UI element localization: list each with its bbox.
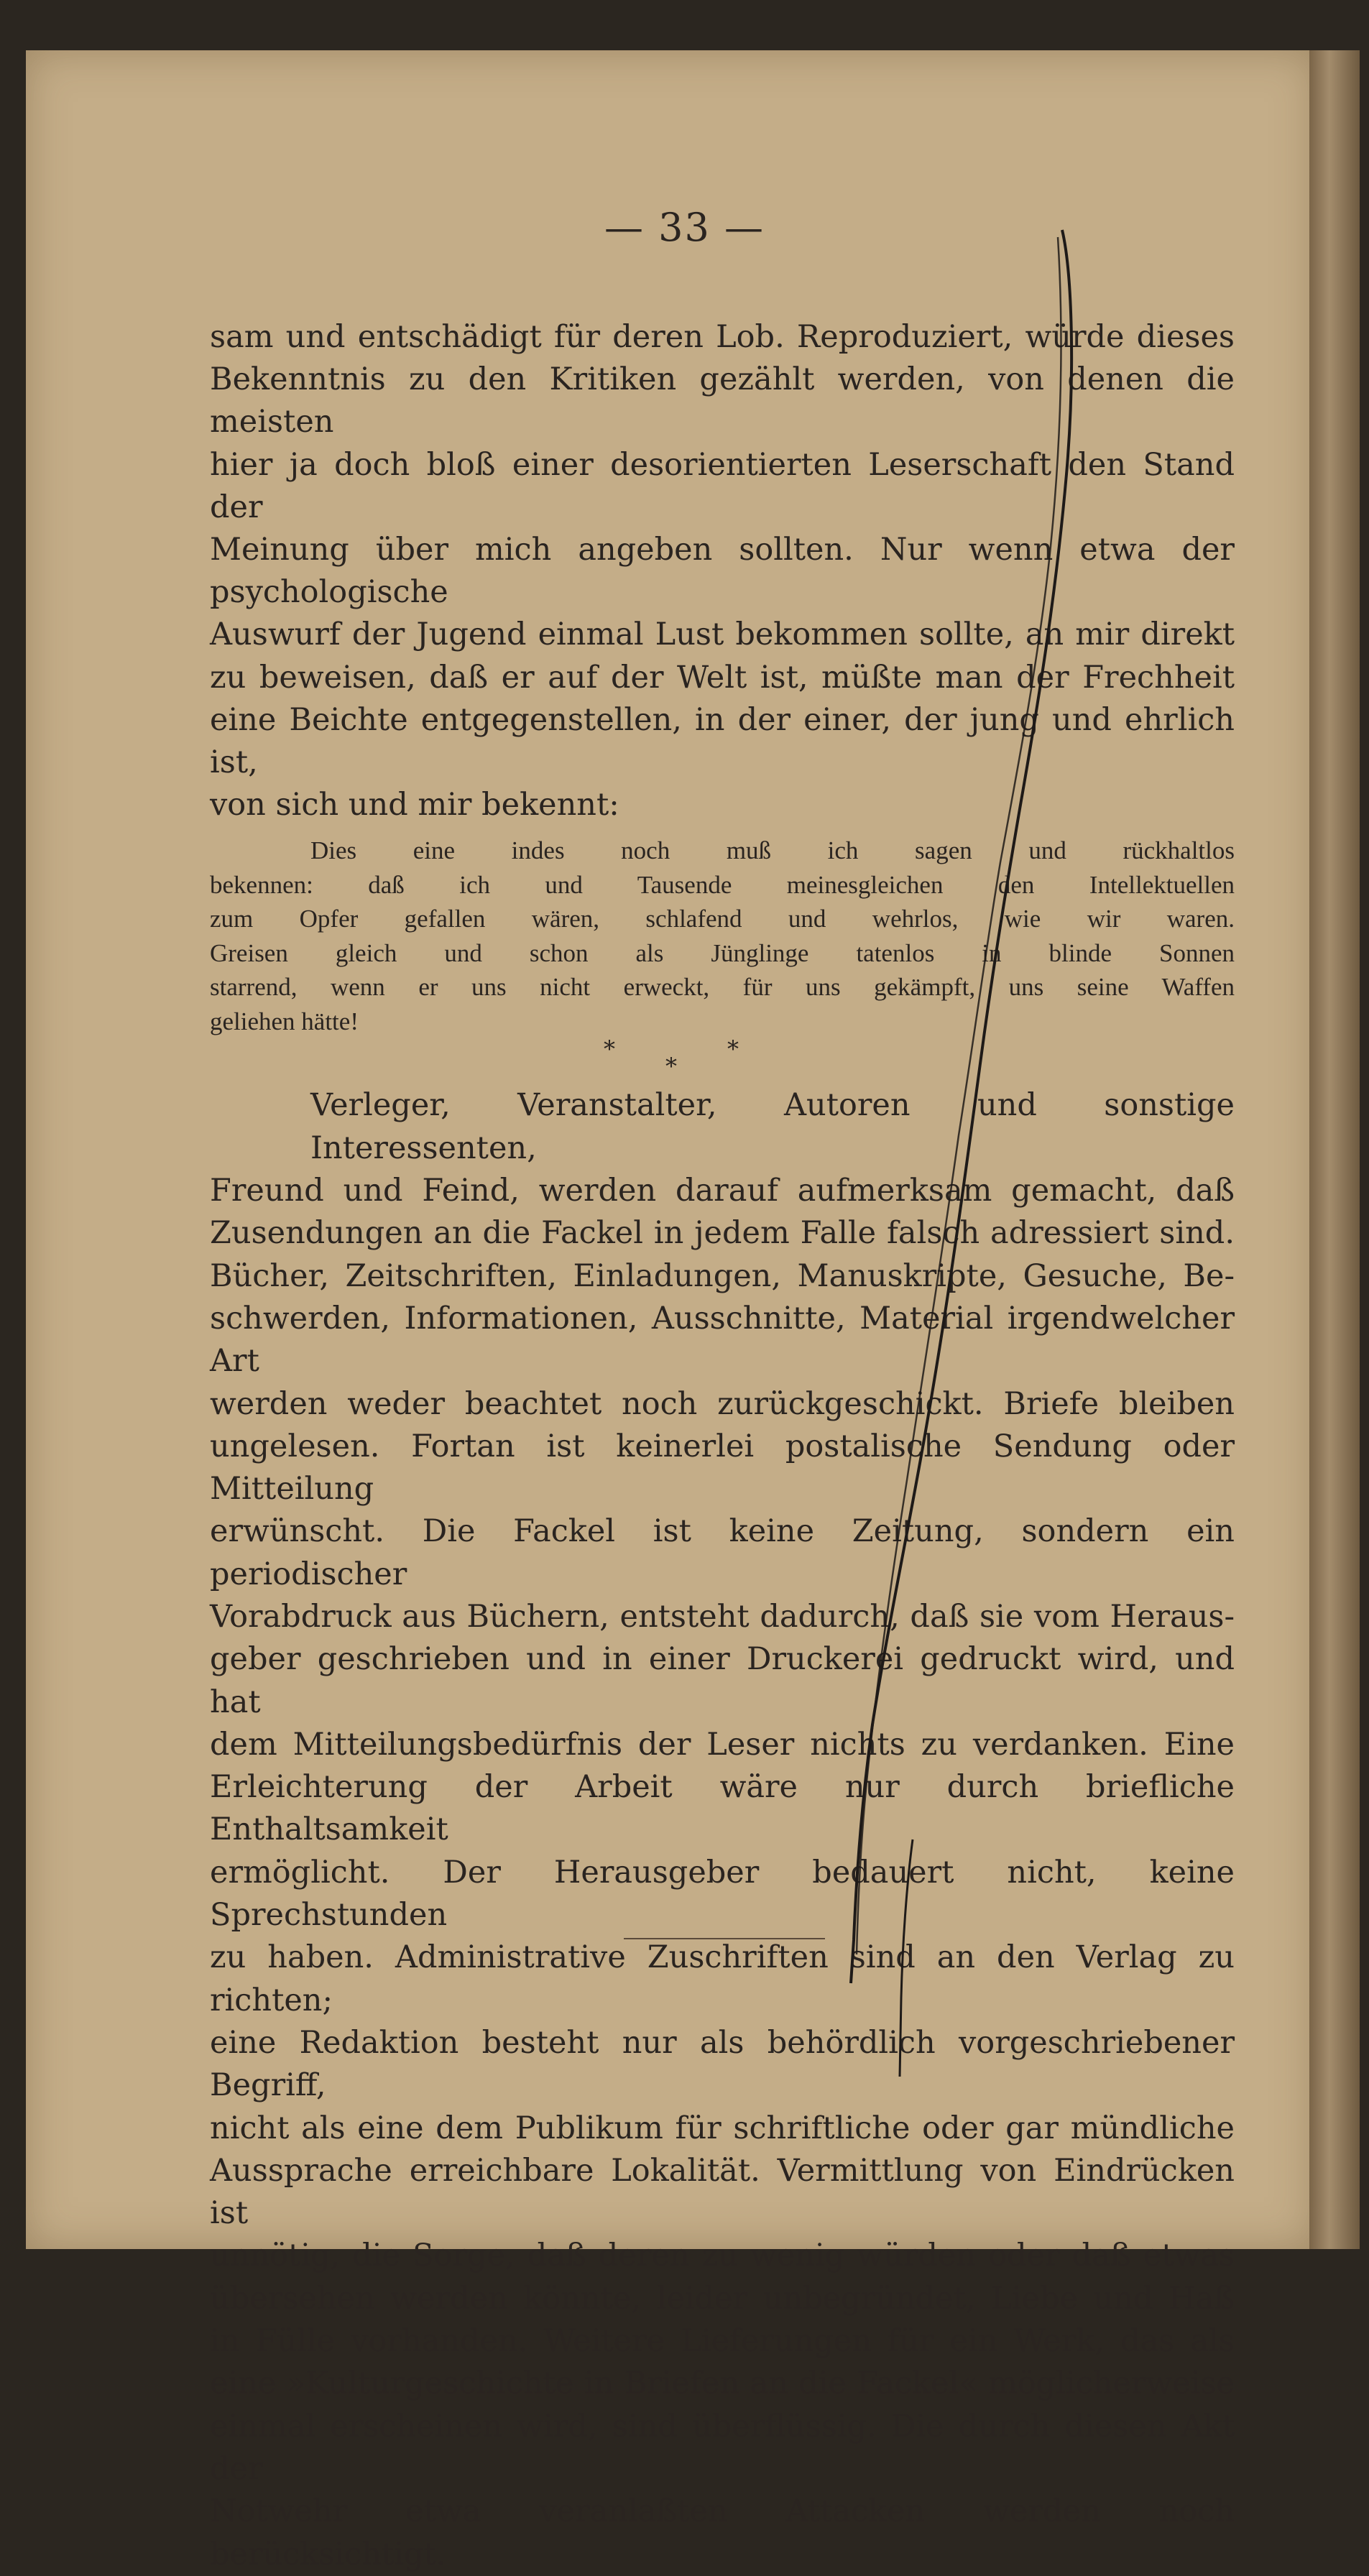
text-line: starrend, wenn er uns nicht erweckt, für uns gekämpft, uns seine Waffen — [210, 973, 1235, 1002]
text-line: hier ja doch bloß einer desorientierten Leserschaft den Stand der — [210, 446, 1235, 525]
text-line: Zusendungen an die Fackel in jedem Falle falsch adressiert sind. — [210, 1215, 1235, 1252]
asterisk: * — [665, 1053, 677, 1081]
asterisk: * — [604, 1035, 615, 1063]
pencil-stroke-lower — [900, 1839, 913, 2077]
text-line: dem Mitteilungsbedürfnis der Leser nichts zu verdanken. Eine — [210, 1726, 1235, 1763]
text-line: schwerden, Informationen, Ausschnitte, Material irgendwelcher Art — [210, 1300, 1235, 1380]
pencil-stroke-secondary — [857, 237, 1061, 1954]
text-line: ermöglicht. Der Herausgeber bedauert nicht, keine Sprechstunden — [210, 1854, 1235, 1934]
text-line: Verleger, Veranstalter, Autoren und sonstige Interessenten, — [310, 1087, 1235, 1166]
text-line: zu haben. Administrative Zuschriften sind an den Verlag zu richten; — [210, 1939, 1235, 2018]
text-line: Dies eine indes noch muß ich sagen und rückhaltlos — [310, 836, 1235, 865]
text-line: erwünscht. Die Fackel ist keine Zeitung, sondern ein periodischer — [210, 1513, 1235, 1592]
text-line: Freund und Feind, werden darauf aufmerksam gemacht, daß — [210, 1173, 1235, 1209]
text-line: eine Beichte entgegenstellen, in der einer, der jung und ehrlich ist, — [210, 701, 1235, 781]
text-line: Bücher, Zeitschriften, Einladungen, Manuskripte, Gesuche, Be- — [210, 1257, 1235, 1294]
text-line: Auswurf der Jugend einmal Lust bekommen sollte, an mir direkt — [210, 617, 1235, 653]
text-line: ungelesen. Fortan ist keinerlei postalische Sendung oder Mitteilung — [210, 1428, 1235, 1508]
text-line: in Fülle vorhanden. Weitere Lieferungen für ein Werk, das als — [210, 2323, 1235, 2360]
asterisk: * — [727, 1035, 739, 1063]
text-line: Bekenntnis zu den Kritiken gezählt werden, von denen die meisten — [210, 361, 1235, 440]
text-line: von sich und mir bekennt: — [210, 787, 619, 823]
text-line: geber geschrieben und in einer Druckerei gedruckt wird, und hat — [210, 1641, 1235, 1720]
page-number: — 33 — — [604, 205, 765, 250]
text-line: Erleichterung der Arbeit wäre nur durch briefliche Enthaltsamkeit — [210, 1769, 1235, 1848]
text-line: zu beweisen, daß er auf der Welt ist, müßte man der Frechheit — [210, 659, 1235, 696]
text-line: übersehen werden könnte, leider unbegründet, Liebe und Haß — [210, 2280, 1235, 2317]
text-line: nicht als eine dem Publikum für schriftliche oder gar mündliche — [210, 2110, 1235, 2146]
text-line: Notwehr etwa veranlaßten Attacken werden noch berücksichtigt. — [210, 2493, 1235, 2572]
text-line: eine Redaktion besteht nur als behördlich vorgeschriebener Begriff, — [210, 2024, 1235, 2104]
text-line: geliehen hätte! — [210, 1007, 359, 1035]
text-line: sam und entschädigt für deren Lob. Reproduziert, würde dieses — [210, 319, 1235, 355]
text-line: unnötig, die Sorge, daß deren zu wenig würden oder daß etwas — [210, 2238, 1235, 2274]
text-line: bekennen: daß ich und Tausende meinesgleichen den Intellektuellen — [210, 870, 1235, 899]
text-line: Greisen gleich und schon als Jünglinge tatenlos in blinde Sonnen — [210, 938, 1235, 967]
text-line: Meinung über mich angeben sollten. Nur wenn etwa der psychologische — [210, 532, 1235, 611]
text-line: zum Opfer gefallen wären, schlafend und wehrlos, wie wir waren. — [210, 905, 1235, 933]
text-line: eine »Kulturgeschichte in Briefen an die Fackel« möglicherweise — [210, 2365, 1235, 2402]
pencil-stroke-main — [851, 230, 1071, 1983]
text-line: werden weder beachtet noch zurückgeschickt. Briefe bleiben — [210, 1385, 1235, 1422]
text-line: Vorabdruck aus Büchern, entsteht dadurch, daß sie vom Heraus- — [210, 1599, 1235, 1635]
text-line: Aussprache erreichbare Lokalität. Vermittlung von Eindrücken ist — [210, 2152, 1235, 2232]
text-line: einmal erscheinen wird, sind überflüssig. Die durch diesen Akt der — [210, 2408, 1235, 2487]
